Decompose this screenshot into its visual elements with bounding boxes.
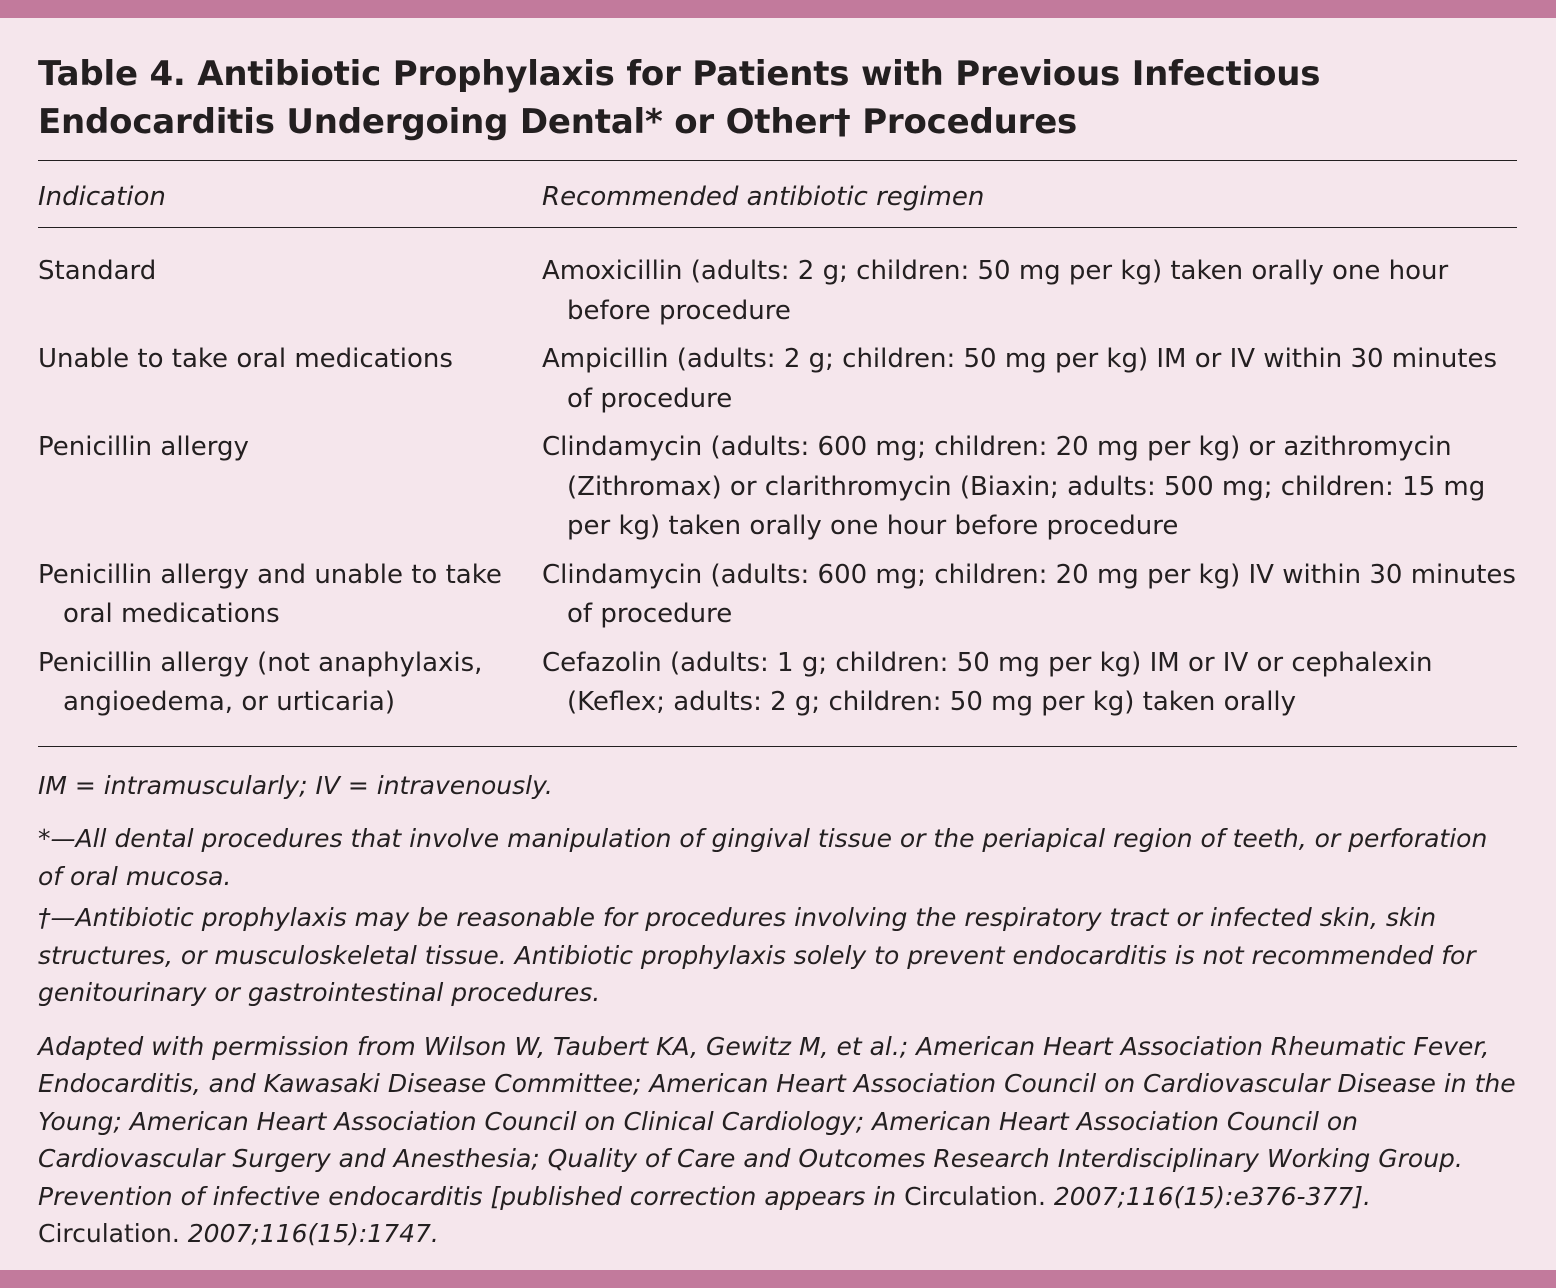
indication-text: Penicillin allergy (not anaphylaxis, angioedema, or urticaria) bbox=[38, 647, 483, 717]
regimen-text: Ampicillin (adults: 2 g; children: 50 mg per kg) IM or IV within 30 minutes of procedure bbox=[542, 344, 1498, 414]
header-row bbox=[38, 161, 1517, 228]
abbreviations-note: IM = intramuscularly; IV = intravenously. bbox=[38, 770, 553, 800]
table-title-line-2: Endocarditis Undergoing Dental* or Other† Procedures bbox=[38, 102, 1078, 142]
indication-text: Penicillin allergy bbox=[38, 432, 249, 462]
column-header-indication: Indication bbox=[38, 161, 542, 228]
citation-text: 2007;116(15):1747. bbox=[179, 1219, 439, 1248]
regimen-text: Cefazolin (adults: 1 g; children: 50 mg per kg) IM or IV or cephalexin (Keflex; adults: 2 g; children: 50 mg per kg) taken orally bbox=[542, 647, 1433, 717]
table-row bbox=[38, 547, 1517, 635]
table-row bbox=[38, 331, 1517, 419]
table-row bbox=[38, 228, 1517, 332]
column-header-regimen: Recommended antibiotic regimen bbox=[542, 161, 1517, 228]
prophylaxis-table bbox=[38, 161, 1517, 747]
citation-text: Adapted with permission from Wilson W, Taubert KA, Gewitz M, et al.; American Heart Association Rheumatic Fever, Endocarditis, and Kawasaki Disease Committee; American Heart Association Council on Cardiovascular Disease in the Young; American Heart Association Council on Clinical Cardiology; American Heart Association Council on Cardiovascular Surgery and Anesthesia; Quality of Care and Outcomes Research Interdisciplinary Working Group. Prevention of infective endocarditis [published correction appears in bbox=[38, 1031, 1516, 1211]
footnote-dental: *—All dental procedures that involve manipulation of gingival tissue or the periapical region of teeth, or perforation of oral mucosa. bbox=[38, 824, 1488, 891]
regimen-text: Clindamycin (adults: 600 mg; children: 20 mg per kg) or azithromycin (Zithromax) or clarithromycin (Biaxin; adults: 500 mg; children: 15 mg per kg) taken orally one hour before procedure bbox=[542, 432, 1486, 541]
table-figure bbox=[38, 50, 1517, 1253]
regimen-cell bbox=[542, 419, 1517, 547]
regimen-cell bbox=[542, 331, 1517, 419]
regimen-cell bbox=[542, 228, 1517, 332]
indication-text: Standard bbox=[38, 256, 157, 286]
journal-name: Circulation. bbox=[38, 1219, 180, 1248]
indication-text: Penicillin allergy and unable to take oral medications bbox=[38, 559, 502, 629]
source-citation bbox=[38, 1028, 1517, 1253]
table-title bbox=[38, 50, 1517, 146]
citation-text: 2007;116(15):e376-377]. bbox=[1045, 1181, 1371, 1211]
indication-cell bbox=[38, 635, 542, 747]
indication-cell bbox=[38, 228, 542, 332]
regimen-cell bbox=[542, 635, 1517, 747]
top-accent-band bbox=[0, 0, 1556, 18]
indication-cell bbox=[38, 419, 542, 547]
table-row bbox=[38, 635, 1517, 747]
indication-text: Unable to take oral medications bbox=[38, 344, 453, 374]
table-row bbox=[38, 419, 1517, 547]
regimen-text: Clindamycin (adults: 600 mg; children: 20 mg per kg) IV within 30 minutes of procedure bbox=[542, 559, 1516, 629]
indication-cell bbox=[38, 547, 542, 635]
journal-name: Circulation. bbox=[904, 1181, 1046, 1211]
regimen-text: Amoxicillin (adults: 2 g; children: 50 mg per kg) taken orally one hour before procedure bbox=[542, 256, 1449, 326]
table-title-line-1: Table 4. Antibiotic Prophylaxis for Patients with Previous Infectious bbox=[38, 54, 1321, 94]
footnote-other: †—Antibiotic prophylaxis may be reasonable for procedures involving the respiratory tract or infected skin, skin structures, or musculoskeletal tissue. Antibiotic prophylaxis solely to prevent endocarditis is not recommended for genitourinary or gastrointestinal procedures. bbox=[38, 903, 1476, 1007]
table-notes bbox=[38, 767, 1517, 1253]
regimen-cell bbox=[542, 547, 1517, 635]
bottom-accent-band bbox=[0, 1270, 1556, 1288]
indication-cell bbox=[38, 331, 542, 419]
